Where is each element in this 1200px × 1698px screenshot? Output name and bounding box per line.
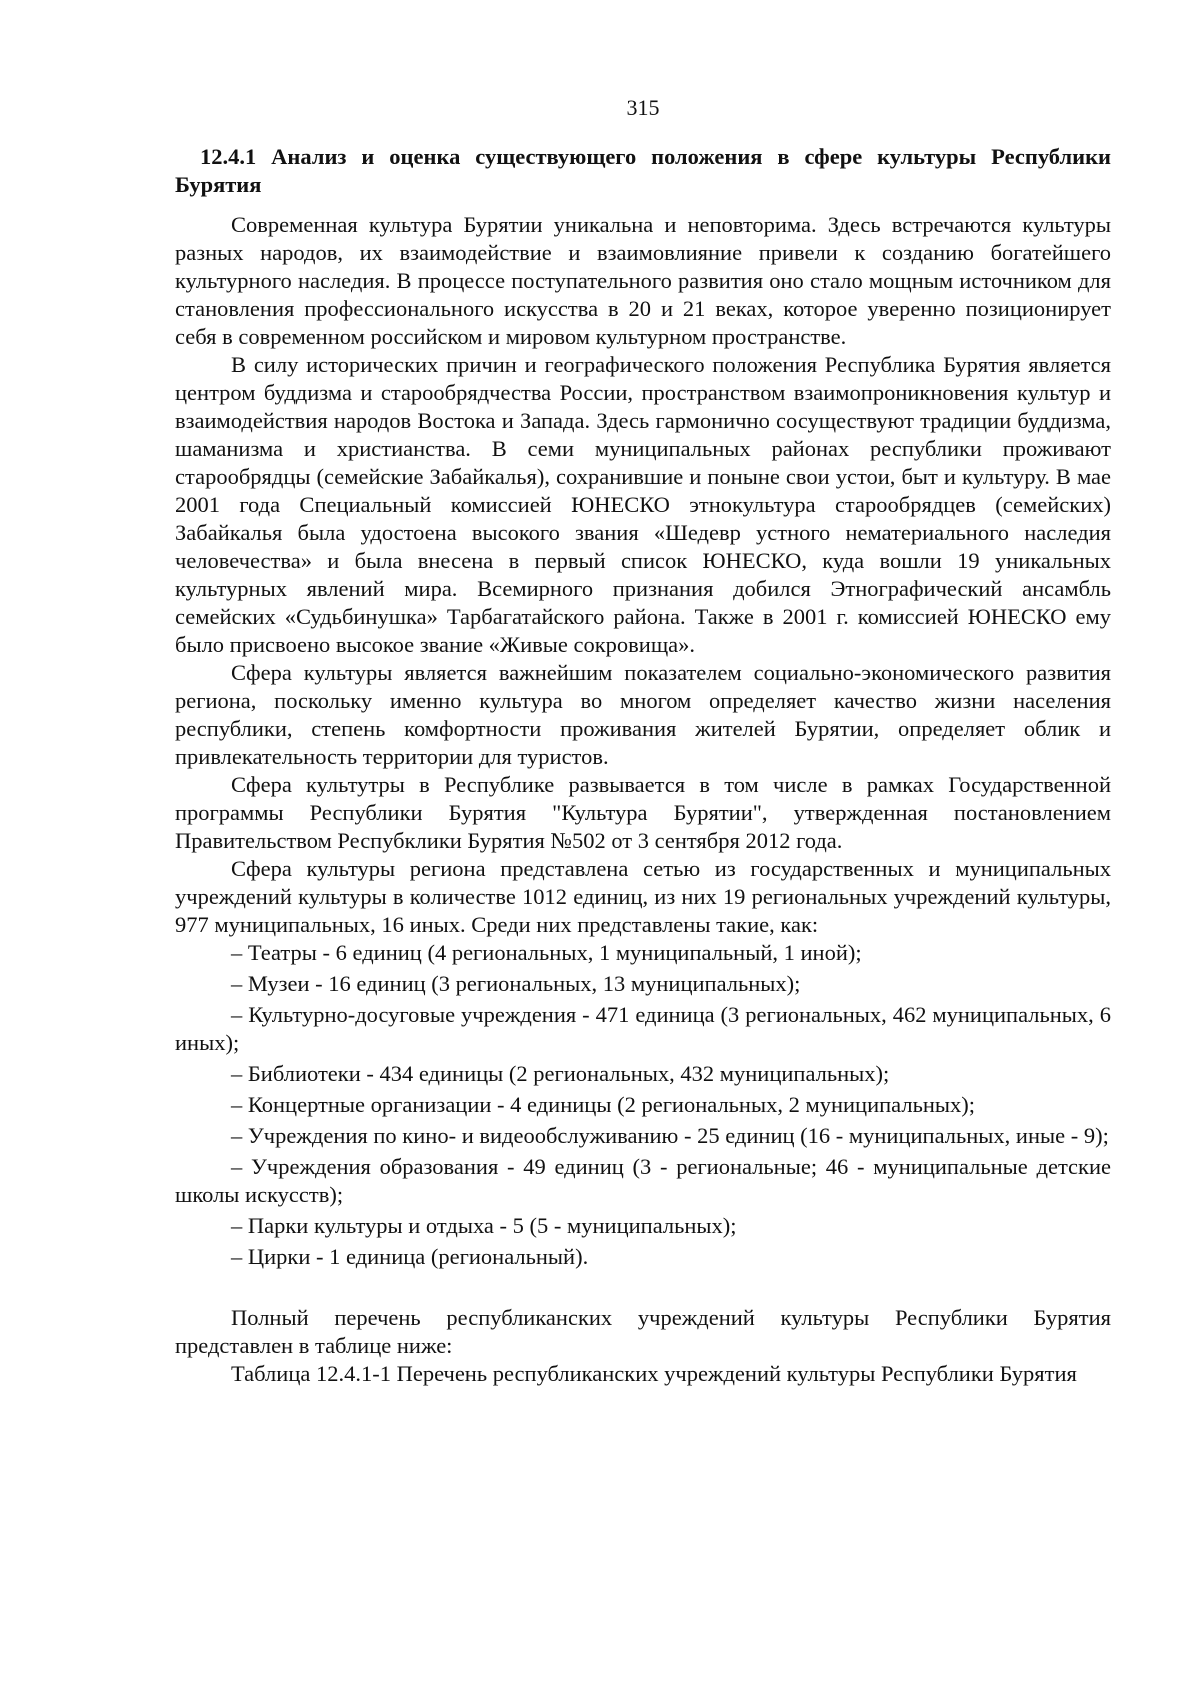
paragraph: Современная культура Бурятии уникальна и неповторима. Здесь встречаются культуры разных народов, их взаимодействие и взаимовлияние привели к созданию богатейшего культурного наследия. В процессе поступательного развития оно стало мощным источником для становления профессионального искусства в 20 и 21 веках, которое уверенно позиционирует себя в современном российском и мировом культурном пространстве. [175,212,1111,349]
list-item: – Театры - 6 единиц (4 региональных, 1 муниципальный, 1 иной); [231,940,862,965]
section-body [175,211,1111,1388]
list-item: – Музеи - 16 единиц (3 региональных, 13 муниципальных); [231,971,801,996]
table-caption: Таблица 12.4.1-1 Перечень республиканских учреждений культуры Республики Бурятия [231,1361,1077,1386]
paragraph: Сфера культутры в Республике развывается в том числе в рамках Государственной программы Республики Бурятия "Культура Бурятии", утвержденная постановлением Правительством Респубклики Бурятия №502 от 3 сентября 2012 года. [175,772,1111,853]
list-item: – Библиотеки - 434 единицы (2 региональных, 432 муниципальных); [231,1061,890,1086]
list-item: – Цирки - 1 единица (региональный). [231,1244,589,1269]
page-number: 315 [626,95,660,120]
list-item: – Культурно-досуговые учреждения - 471 единица (3 региональных, 462 муниципальных, 6 иных); [175,1002,1111,1055]
paragraph: Сфера культуры является важнейшим показателем социально-экономического развития региона, поскольку именно культура во многом определяет качество жизни населения республики, степень комфортности проживания жителей Бурятии, определяет облик и привлекательность территории для туристов. [175,660,1111,769]
list-item: – Парки культуры и отдыха - 5 (5 - муниципальных); [231,1213,737,1238]
document-page [175,0,1111,1698]
list-item: – Концертные организации - 4 единицы (2 региональных, 2 муниципальных); [231,1092,975,1117]
paragraph: В силу исторических причин и географического положения Республика Бурятия является центром буддизма и старообрядчества России, пространством взаимопроникновения культур и взаимодействия народов Востока и Запада. Здесь гармонично сосуществуют традиции буддизма, шаманизма и христианства. В семи муниципальных районах республики проживают старообрядцы (семейские Забайкалья), сохранившие и поныне свои устои, быт и культуру. В мае 2001 года Специальный комиссией ЮНЕСКО этнокультура старообрядцев (семейских) Забайкалья была удостоена высокого звания «Шедевр устного нематериального наследия человечества» и была внесена в первый список ЮНЕСКО, куда вошли 19 уникальных культурных явлений мира. Всемирного признания добился Этнографический ансамбль семейских «Судьбинушка» Тарбагатайского района. Также в 2001 г. комиссией ЮНЕСКО ему было присвоено высокое звание «Живые сокровища». [175,352,1111,657]
list-item: – Учреждения образования - 49 единиц (3 - региональные; 46 - муниципальные детские школы искусств); [175,1154,1111,1207]
closing-paragraph: Полный перечень республиканских учреждений культуры Республики Бурятия представлен в таблице ниже: [175,1305,1111,1358]
paragraph: Сфера культуры региона представлена сетью из государственных и муниципальных учреждений культуры в количестве 1012 единиц, из них 19 региональных учреждений культуры, 977 муниципальных, 16 иных. Среди них представлены такие, как: [175,856,1111,937]
list-item: – Учреждения по кино- и видеообслуживанию - 25 единиц (16 - муниципальных, иные - 9); [231,1123,1109,1148]
section-heading: 12.4.1 Анализ и оценка существующего положения в сфере культуры Республики Бурятия [175,144,1111,197]
blank-line [175,1274,1111,1304]
